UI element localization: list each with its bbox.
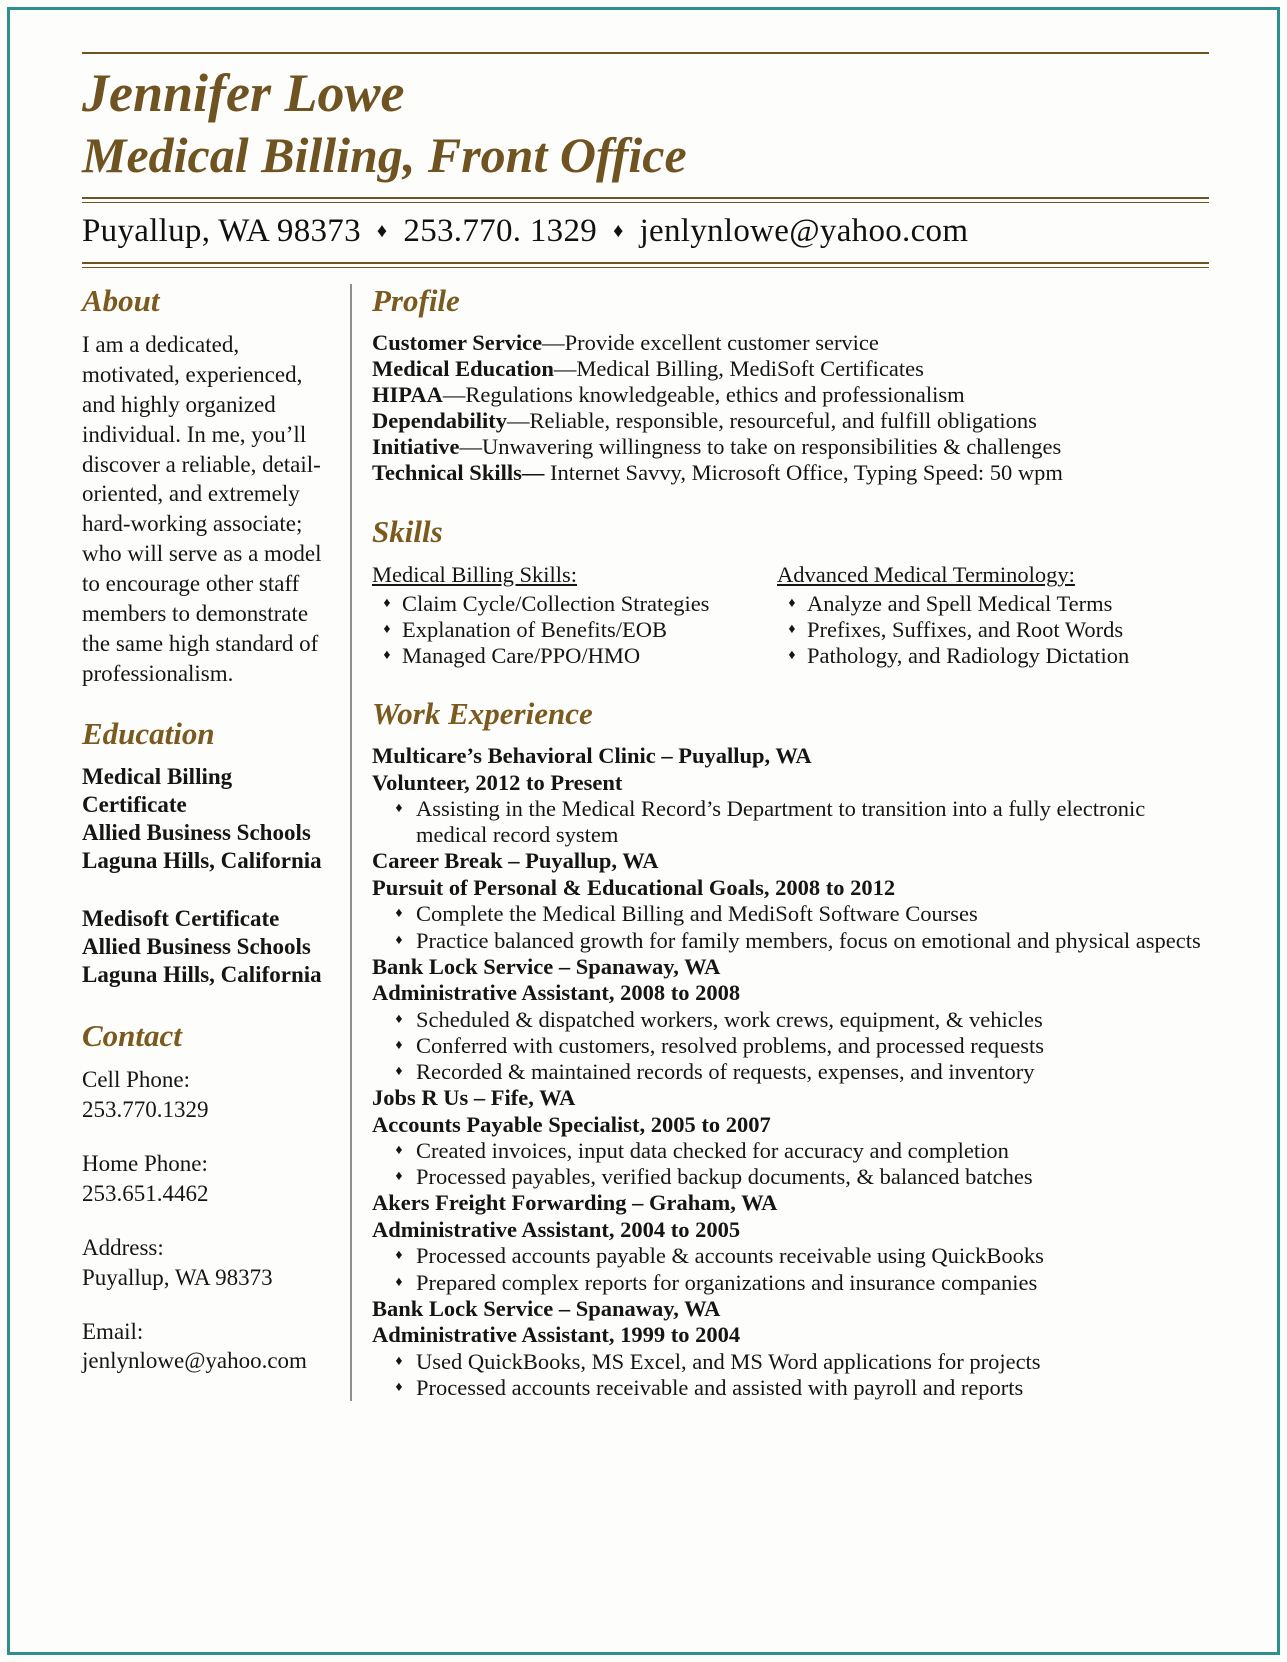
contact-value: 253.651.4462	[82, 1180, 209, 1206]
header	[82, 52, 1209, 268]
skills-column-title: Advanced Medical Terminology:	[777, 561, 1075, 587]
skills-column-medical-billing	[372, 561, 777, 669]
job-bullet	[372, 1270, 1209, 1296]
diamond-bullet-icon: ♦	[395, 801, 403, 817]
job-entry	[372, 743, 1209, 848]
profile-item	[372, 382, 1209, 408]
skill-item	[372, 643, 777, 669]
contact-line	[82, 203, 1209, 262]
skills-heading: Skills	[372, 513, 443, 549]
job-bullet-text: Scheduled & dispatched workers, work crews, equipment, & vehicles	[416, 1006, 1043, 1032]
profile-desc: —Provide excellent customer service	[542, 329, 879, 355]
skill-item	[777, 591, 1209, 617]
job-company: Bank Lock Service – Spanaway, WA	[372, 953, 721, 979]
education-line: Laguna Hills, California	[82, 847, 322, 873]
skill-text: Explanation of Benefits/EOB	[402, 616, 667, 642]
profile-item	[372, 408, 1209, 434]
diamond-bullet-icon: ♦	[395, 932, 403, 948]
job-role: Pursuit of Personal & Educational Goals, 2008 to 2012	[372, 874, 896, 900]
diamond-bullet-icon: ♦	[395, 1248, 403, 1264]
about-text: I am a dedicated, motivated, experienced, and highly organized individual. In me, you’ll discover a reliable, detail-oriented, and extremely hard-working associate; who will serve as a model to encourage other staff members to demonstrate the same high standard of professionalism.	[82, 331, 322, 686]
contact-item	[82, 1149, 334, 1209]
job-bullet	[372, 1243, 1209, 1269]
skill-text: Pathology, and Radiology Dictation	[807, 642, 1130, 668]
job-bullet-text: Processed accounts payable & accounts receivable using QuickBooks	[416, 1243, 1044, 1269]
profile-desc: —Reliable, responsible, resourceful, and fulfill obligations	[507, 408, 1037, 434]
location-text: Puyallup, WA 98373	[82, 213, 361, 250]
education-heading: Education	[82, 715, 215, 751]
person-job-title: Medical Billing, Front Office	[82, 127, 687, 184]
job-bullet-text: Assisting in the Medical Record’s Department to transition into a fully electronic medical record system	[416, 796, 1146, 848]
profile-desc: —Medical Billing, MediSoft Certificates	[553, 356, 924, 382]
education-entry	[82, 763, 334, 875]
contact-divider-rule	[82, 262, 1209, 268]
skills-column-title: Medical Billing Skills:	[372, 561, 578, 587]
job-role: Volunteer, 2012 to Present	[372, 769, 623, 795]
profile-term: Customer Service	[372, 329, 543, 355]
contact-value: 253.770.1329	[82, 1097, 209, 1123]
contact-label: Address:	[82, 1234, 164, 1260]
profile-item	[372, 460, 1209, 486]
skill-text: Managed Care/PPO/HMO	[402, 642, 641, 668]
diamond-bullet-icon: ♦	[788, 595, 796, 611]
email-text: jenlynlowe@yahoo.com	[639, 213, 969, 250]
contact-heading: Contact	[82, 1018, 182, 1054]
diamond-bullet-icon: ♦	[395, 1379, 403, 1395]
contact-item	[82, 1317, 334, 1377]
job-bullet-text: Created invoices, input data checked for accuracy and completion	[416, 1138, 1009, 1164]
job-bullet	[372, 796, 1209, 848]
education-line: Allied Business Schools	[82, 933, 311, 959]
skills-column-terminology	[777, 561, 1209, 669]
profile-desc: —Unwavering willingness to take on responsibilities & challenges	[459, 434, 1062, 460]
profile-item	[372, 330, 1209, 356]
education-line: Allied Business Schools	[82, 819, 311, 845]
contact-item	[82, 1065, 334, 1125]
diamond-bullet-icon: ♦	[395, 1353, 403, 1369]
job-bullet-text: Complete the Medical Billing and MediSoft Software Courses	[416, 901, 978, 927]
job-bullet	[372, 1375, 1209, 1401]
job-bullet	[372, 1349, 1209, 1375]
job-role: Administrative Assistant, 2004 to 2005	[372, 1216, 741, 1242]
person-name: Jennifer Lowe	[82, 63, 405, 123]
skill-item	[777, 643, 1209, 669]
job-bullet	[372, 901, 1209, 927]
skill-item	[777, 617, 1209, 643]
education-entry	[82, 905, 334, 989]
skill-text: Claim Cycle/Collection Strategies	[402, 590, 710, 616]
job-bullet-text: Prepared complex reports for organizations and insurance companies	[416, 1269, 1038, 1295]
diamond-bullet-icon: ♦	[383, 595, 391, 611]
main-column	[352, 284, 1209, 1401]
profile-item	[372, 434, 1209, 460]
contact-label: Home Phone:	[82, 1150, 208, 1176]
job-bullet-text: Recorded & maintained records of requests, expenses, and inventory	[416, 1058, 1035, 1084]
skill-item	[372, 591, 777, 617]
diamond-bullet-icon: ♦	[383, 647, 391, 663]
job-bullet-text: Processed accounts receivable and assisted with payroll and reports	[416, 1374, 1024, 1400]
education-line: Medical Billing Certificate	[82, 763, 233, 817]
profile-term: Technical Skills—	[372, 460, 545, 486]
diamond-bullet-icon: ♦	[395, 1169, 403, 1185]
skill-text: Analyze and Spell Medical Terms	[807, 590, 1113, 616]
diamond-bullet-icon: ♦	[383, 621, 391, 637]
job-role: Administrative Assistant, 2008 to 2008	[372, 980, 741, 1006]
about-heading: About	[82, 282, 160, 318]
job-entry	[372, 1085, 1209, 1190]
profile-desc: Internet Savvy, Microsoft Office, Typing Speed: 50 wpm	[544, 460, 1063, 486]
contact-value: Puyallup, WA 98373	[82, 1264, 273, 1290]
profile-term: Initiative	[372, 434, 460, 460]
job-company: Jobs R Us – Fife, WA	[372, 1085, 576, 1111]
diamond-separator-icon: ♦	[376, 220, 388, 243]
job-company: Multicare’s Behavioral Clinic – Puyallup, WA	[372, 743, 812, 769]
skills-columns	[372, 561, 1209, 669]
job-bullet	[372, 1164, 1209, 1190]
job-company: Akers Freight Forwarding – Graham, WA	[372, 1190, 778, 1216]
diamond-bullet-icon: ♦	[788, 647, 796, 663]
job-entry	[372, 1296, 1209, 1401]
diamond-bullet-icon: ♦	[395, 1143, 403, 1159]
job-bullet-text: Conferred with customers, resolved problems, and processed requests	[416, 1032, 1044, 1058]
diamond-bullet-icon: ♦	[395, 1037, 403, 1053]
profile-desc: —Regulations knowledgeable, ethics and professionalism	[442, 382, 965, 408]
job-bullet	[372, 1007, 1209, 1033]
job-bullet-text: Processed payables, verified backup documents, & balanced batches	[416, 1164, 1033, 1190]
job-entry	[372, 848, 1209, 953]
profile-term: Medical Education	[372, 356, 554, 382]
job-entry	[372, 954, 1209, 1085]
job-role: Administrative Assistant, 1999 to 2004	[372, 1322, 741, 1348]
top-rule	[82, 52, 1209, 54]
profile-term: Dependability	[372, 408, 508, 434]
education-line: Medisoft Certificate	[82, 905, 280, 931]
job-bullet-text: Used QuickBooks, MS Excel, and MS Word applications for projects	[416, 1348, 1041, 1374]
contact-label: Cell Phone:	[82, 1067, 190, 1093]
skill-text: Prefixes, Suffixes, and Root Words	[807, 616, 1124, 642]
contact-value: jenlynlowe@yahoo.com	[82, 1348, 307, 1374]
skill-item	[372, 617, 777, 643]
sidebar	[82, 284, 352, 1401]
education-line: Laguna Hills, California	[82, 962, 322, 988]
contact-item	[82, 1233, 334, 1293]
diamond-bullet-icon: ♦	[395, 906, 403, 922]
job-bullet	[372, 1033, 1209, 1059]
diamond-bullet-icon: ♦	[395, 1011, 403, 1027]
phone-text: 253.770. 1329	[403, 213, 598, 250]
job-company: Bank Lock Service – Spanaway, WA	[372, 1295, 721, 1321]
profile-item	[372, 356, 1209, 382]
body-columns	[82, 284, 1209, 1401]
job-role: Accounts Payable Specialist, 2005 to 2007	[372, 1111, 771, 1137]
job-company: Career Break – Puyallup, WA	[372, 848, 659, 874]
work-experience-heading: Work Experience	[372, 696, 593, 732]
diamond-bullet-icon: ♦	[395, 1274, 403, 1290]
job-bullet	[372, 928, 1209, 954]
profile-term: HIPAA	[372, 382, 443, 408]
job-bullet	[372, 1059, 1209, 1085]
contact-label: Email:	[82, 1318, 144, 1344]
profile-heading: Profile	[372, 282, 460, 318]
diamond-separator-icon: ♦	[613, 220, 624, 243]
job-bullet	[372, 1138, 1209, 1164]
job-bullet-text: Practice balanced growth for family members, focus on emotional and physical aspects	[416, 927, 1201, 953]
job-entry	[372, 1190, 1209, 1295]
diamond-bullet-icon: ♦	[395, 1063, 403, 1079]
diamond-bullet-icon: ♦	[788, 621, 796, 637]
